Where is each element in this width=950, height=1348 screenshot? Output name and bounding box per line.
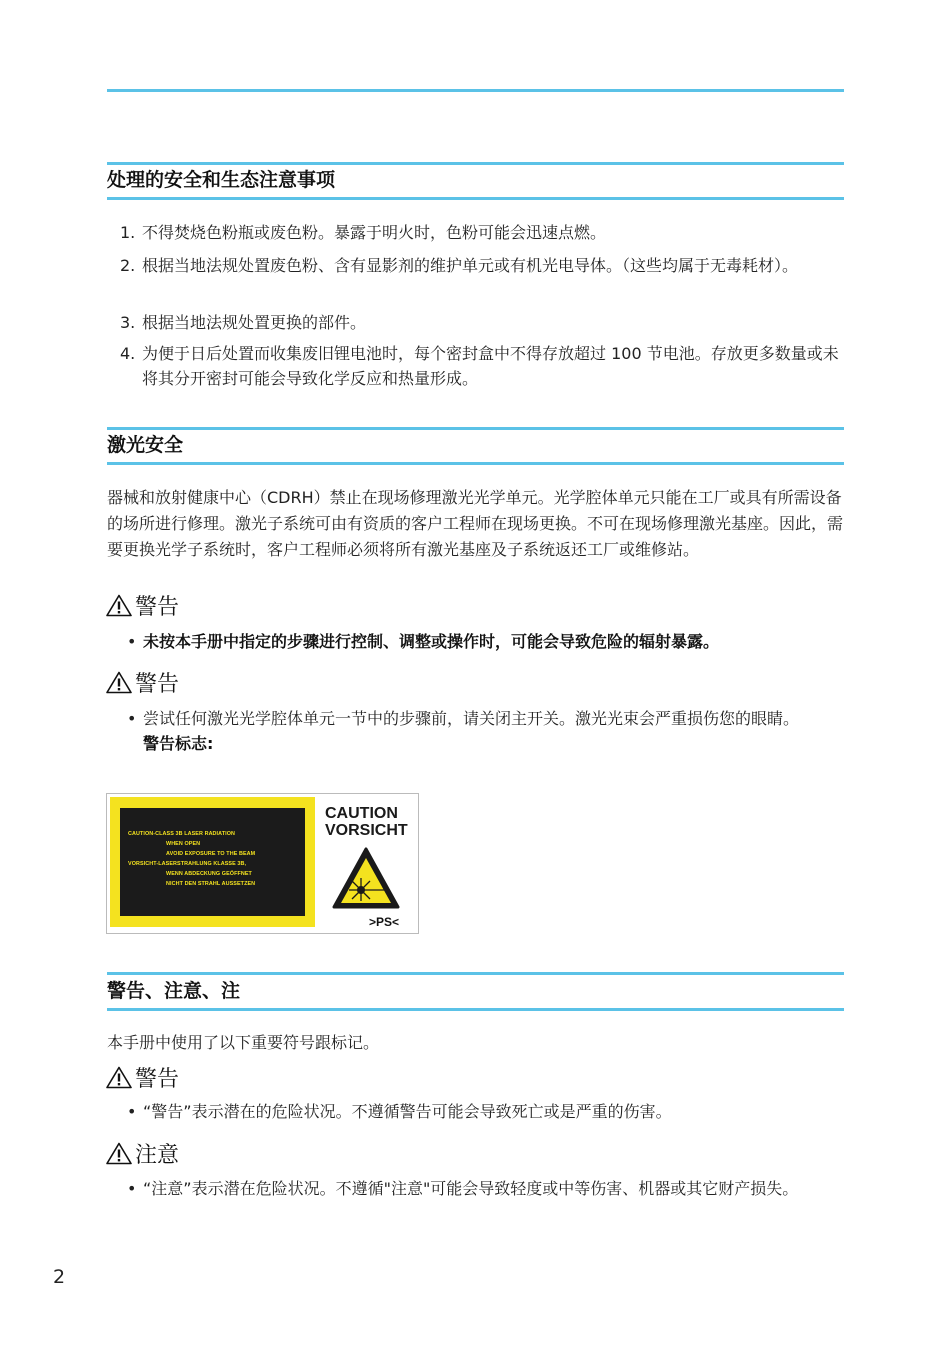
vorsicht-text: VORSICHT [325,822,408,839]
laser-warning-label [106,793,419,934]
notes-intro: 本手册中使用了以下重要符号跟标记。 [107,1033,380,1052]
label-caution-panel [319,797,415,929]
warning-heading-text: 警告 [135,671,180,697]
warning-text: 未按本手册中指定的步骤进行控制、调整或操作时，可能会导致危险的辐射暴露。 [143,632,720,651]
label-line: WHEN OPEN [166,841,201,847]
list-number: 3. [120,313,136,332]
ps-mark: >PS< [369,915,400,929]
list-text: 为便于日后处置而收集废旧锂电池时，每个密封盒中不得存放超过 100 节电池。存放更多数量或未将其分开密封可能会导致化学反应和热量形成。 [142,344,839,388]
warning-triangle-icon [106,671,132,694]
warning-triangle-icon [106,594,132,617]
caution-bullet [127,1176,844,1201]
list-text: 根据当地法规处置废色粉、含有显影剂的维护单元或有机光电导体。（这些均属于无毒耗材）。 [142,256,799,275]
warning-heading [106,667,179,697]
section-rule-top [107,972,844,975]
label-line: CAUTION-CLASS 3B LASER RADIATION [128,831,236,837]
bullet-dot: • [127,709,137,728]
list-number: 4. [120,344,136,363]
warning-heading-text: 警告 [135,1066,180,1092]
list-number: 1. [120,223,136,242]
caution-triangle-icon [106,1142,132,1165]
warning-bullet [127,1099,844,1124]
section-rule-top [107,162,844,165]
warning-bullet [127,629,844,654]
section-title-disposal: 处理的安全和生态注意事项 [107,169,336,191]
warning-triangle-icon [106,1066,132,1089]
warning-heading [106,1062,179,1092]
bullet-dot: • [127,1179,137,1198]
warning-heading [106,590,179,620]
section-rule-bottom [107,1008,844,1011]
caution-heading-text: 注意 [135,1142,180,1168]
section-title-notes: 警告、注意、注 [107,980,241,1002]
list-number: 2. [120,256,136,275]
warning-bullet [127,706,844,756]
list-item [120,341,844,391]
bullet-dot: • [127,632,137,651]
page-number: 2 [53,1266,66,1288]
warning-text: “警告”表示潜在的危险状况。不遵循警告可能会导致死亡或是严重的伤害。 [143,1102,672,1121]
label-line: WENN ABDECKUNG GEÖFFNET [166,871,252,877]
warning-text: 尝试任何激光光学腔体单元一节中的步骤前，请关闭主开关。激光光束会严重损伤您的眼睛。 [143,709,800,728]
list-text: 不得焚烧色粉瓶或废色粉。暴露于明火时，色粉可能会迅速点燃。 [142,223,607,242]
laser-paragraph: 器械和放射健康中心（CDRH）禁止在现场修理激光光学单元。光学腔体单元只能在工厂或具有所需设备的场所进行修理。激光子系统可由有资质的客户工程师在现场更换。不可在现场修理激光基座。因此，需要更换光学子系统时，客户工程师必须将所有激光基座及子系统返还工厂或维修站。 [107,488,844,559]
section-rule-bottom [107,462,844,465]
label-line: NICHT DEN STRAHL AUSSETZEN [166,881,256,887]
warning-heading-text: 警告 [135,594,180,620]
caution-text: “注意”表示潜在危险状况。不遵循"注意"可能会导致轻度或中等伤害、机器或其它财产损失。 [143,1179,799,1198]
section-title-laser: 激光安全 [107,434,184,456]
section-rule-top [107,427,844,430]
list-text: 根据当地法规处置更换的部件。 [142,313,367,332]
list-item [120,253,844,278]
label-yellow-panel [110,797,315,927]
top-rule [107,89,844,92]
caution-text: CAUTION [325,805,398,822]
label-text-panel [120,808,305,916]
section-rule-bottom [107,197,844,200]
label-line: AVOID EXPOSURE TO THE BEAM [166,851,256,857]
label-line: VORSICHT-LASERSTRAHLUNG KLASSE 3B, [128,861,247,867]
bullet-dot: • [127,1102,137,1121]
laser-hazard-icon [331,846,401,910]
warning-sign-label: 警告标志: [143,734,214,753]
list-item [120,310,844,335]
list-item [120,220,844,245]
caution-heading [106,1138,179,1168]
